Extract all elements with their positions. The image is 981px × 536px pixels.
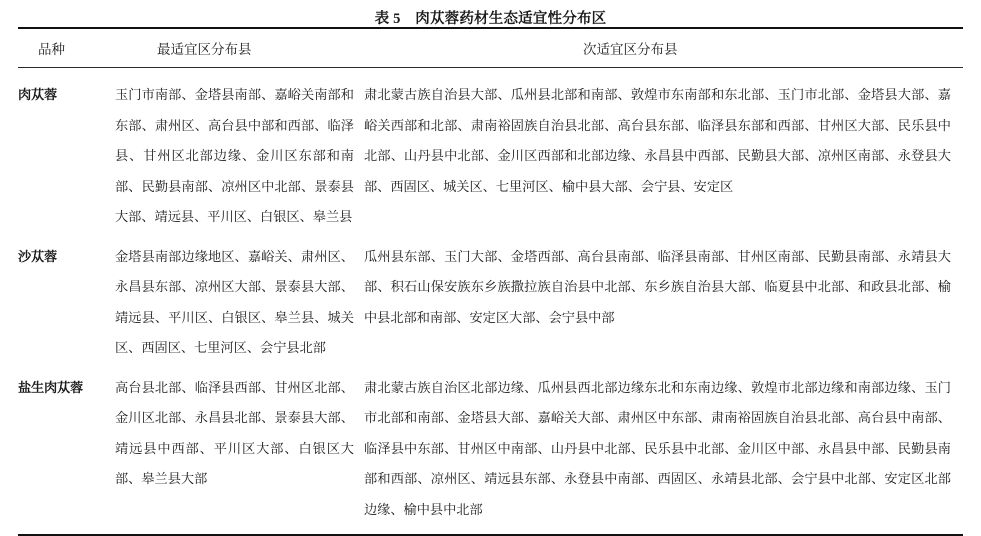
spacer bbox=[97, 525, 360, 534]
cell-variety: 肉苁蓉 bbox=[18, 87, 57, 102]
spacer bbox=[18, 68, 97, 80]
spacer bbox=[360, 233, 963, 242]
cell-sub-zone: 肃北蒙古族自治县大部、瓜州县北部和南部、敦煌市东南部和东北部、玉门市北部、金塔县大部、嘉峪关西部和北部、肃南裕固族自治县北部、高台县东部、临泽县东部和西部、甘州区大部、民乐县中北部、山丹县中北部、金川区西部和北部边缘、永昌县中西部、民勤县大部、凉州区南部、永登县大部、西固区、城关区、七里河区、榆中县大部、会宁县、安定区 bbox=[364, 87, 951, 194]
table-grid bbox=[18, 29, 963, 67]
spacer bbox=[360, 525, 963, 534]
row-spacer-bottom bbox=[18, 525, 963, 534]
cell-sub-zone: 瓜州县东部、玉门大部、金塔西部、高台县南部、临泽县南部、甘州区南部、民勤县南部、永靖县大部、积石山保安族东乡族撒拉族自治县中北部、东乡族自治县大部、临夏县中北部、和政县北部、榆中县北部和南部、安定区大部、会宁县中部 bbox=[364, 248, 951, 325]
spacer bbox=[18, 233, 97, 242]
table-row bbox=[18, 373, 963, 526]
spacer bbox=[360, 68, 963, 80]
column-header-best-zone: 最适宜区分布县 bbox=[157, 42, 252, 57]
table-row bbox=[18, 80, 963, 233]
page-title: 表 5 肉苁蓉药材生态适宜性分布区 bbox=[374, 11, 607, 27]
spacer bbox=[18, 364, 97, 373]
column-header-variety: 品种 bbox=[38, 42, 65, 57]
spacer bbox=[18, 525, 97, 534]
cell-variety: 盐生肉苁蓉 bbox=[18, 379, 83, 395]
cell-sub-zone: 肃北蒙古族自治区北部边缘、瓜州县西北部边缘东北和东南边缘、敦煌市北部边缘和南部边缘、玉门市北部和南部、金塔县大部、嘉峪关大部、肃州区中东部、肃南裕固族自治县北部、高台县中南部、临泽县中东部、甘州区中南部、山丹县中北部、民乐县中北部、金川区中部、永昌县中部、民勤县南部和西部、凉州区、靖远县东部、永登县中南部、西固区、永靖县北部、会宁县中北部、安定区北部边缘、榆中县中北部 bbox=[364, 379, 951, 517]
column-header-sub-zone: 次适宜区分布县 bbox=[583, 42, 678, 57]
cell-variety: 沙苁蓉 bbox=[18, 248, 57, 264]
spacer bbox=[97, 364, 360, 373]
row-spacer bbox=[18, 364, 963, 373]
spacer bbox=[360, 364, 963, 373]
spacer bbox=[97, 68, 360, 80]
table-row bbox=[18, 242, 963, 364]
spacer bbox=[97, 233, 360, 242]
cell-best-zone: 高台县北部、临泽县西部、甘州区北部、金川区北部、永昌县北部、景泰县大部、靖远县中西部、平川区大部、白银区大部、皋兰县大部 bbox=[115, 379, 354, 486]
row-spacer-top bbox=[18, 68, 963, 80]
table-header-row bbox=[18, 29, 963, 67]
row-spacer bbox=[18, 233, 963, 242]
table-body bbox=[18, 68, 963, 534]
cell-best-zone: 金塔县南部边缘地区、嘉峪关、肃州区、永昌县东部、凉州区大部、景泰县大部、靖远县、平川区、白银区、皋兰县、城关区、西固区、七里河区、会宁县北部 bbox=[115, 248, 354, 355]
data-table bbox=[18, 27, 963, 536]
cell-best-zone: 玉门市南部、金塔县南部、嘉峪关南部和东部、肃州区、高台县中部和西部、临泽县、甘州区北部边缘、金川区东部和南部、民勤县南部、凉州区中北部、景泰县大部、靖远县、平川区、白银区、皋兰县 bbox=[115, 87, 354, 224]
